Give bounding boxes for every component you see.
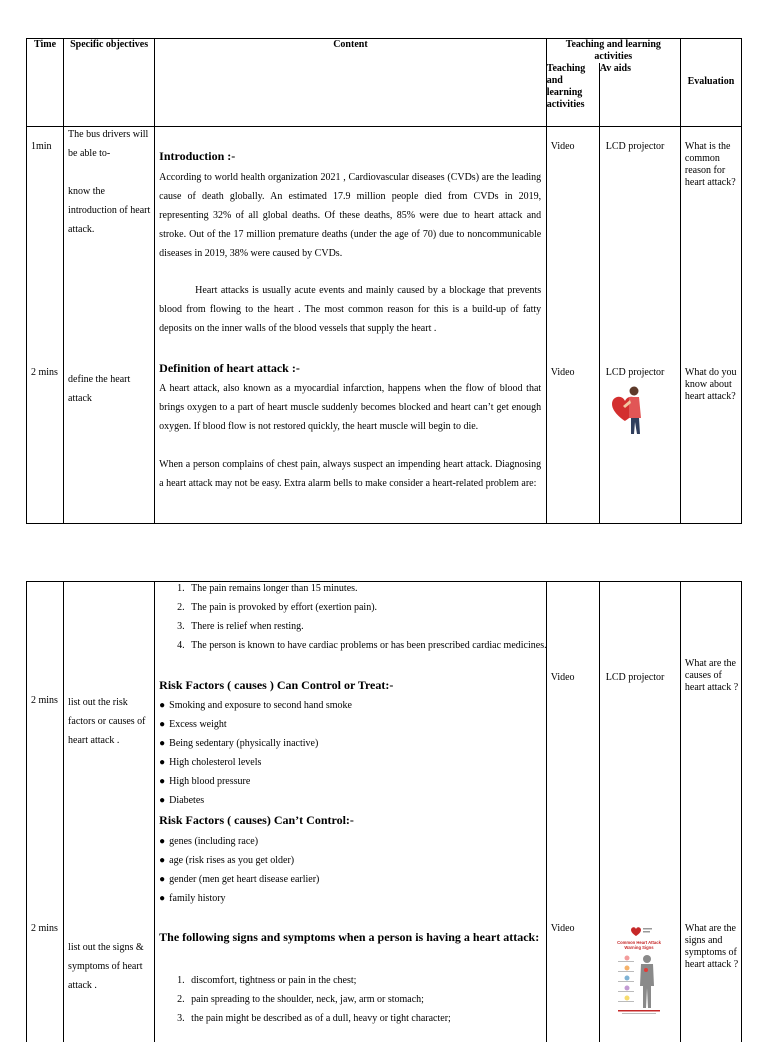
time-cell xyxy=(27,126,64,523)
header-content: Content xyxy=(155,39,547,127)
evaluation-intro: What is the common reason for heart attack? xyxy=(684,140,736,188)
alarm-list xyxy=(155,579,573,655)
av-aids-cell xyxy=(599,126,680,523)
list-item: ● High blood pressure xyxy=(159,776,251,787)
header-tla: Teaching and learning activities xyxy=(546,39,680,64)
alarm-item: 3. There is relief when resting. xyxy=(187,617,573,636)
time-cell-2 xyxy=(27,582,64,1042)
av-intro: LCD projector xyxy=(605,140,665,152)
av-definition: LCD projector xyxy=(605,366,665,378)
definition-heading: Definition of heart attack :- xyxy=(159,360,300,375)
warning-signs-poster xyxy=(608,922,670,1021)
intro-heading: Introduction :- xyxy=(159,148,236,163)
lesson-plan-table-2 xyxy=(26,581,742,1042)
sign-item: 1. discomfort, tightness or pain in the chest; xyxy=(187,971,573,990)
blockage-paragraph: Heart attacks is usually acute events and mainly caused by a blockage that prevents blood from flowing to the heart . The most common reason for this is a build-up of fatty deposits on the inner walls of the blood vessels that supply the heart . xyxy=(159,284,542,334)
objectives-cell xyxy=(64,126,155,523)
activity-cell-2 xyxy=(546,582,599,1042)
time-signs: 2 mins xyxy=(31,923,58,934)
lesson-plan-table-1 xyxy=(26,38,742,524)
objective-risk: list out the risk factors or causes of heart attack . xyxy=(68,697,146,746)
alarm-item: 2. The pain is provoked by effort (exertion pain). xyxy=(187,598,573,617)
objective-intro: The bus drivers will be able to- know the introduction of heart attack. xyxy=(68,128,151,235)
av-aids-cell-2 xyxy=(599,582,680,1042)
poster-title: Common Heart Attack xyxy=(616,940,661,945)
evaluation-cell xyxy=(680,126,741,523)
alarm-intro-paragraph: When a person complains of chest pain, always suspect an impending heart attack. Diagnosing a heart attack may not be easy. Extra alarm bells to make consider a heart-related problem are: xyxy=(159,458,542,489)
signs-list xyxy=(155,971,573,1028)
svg-text:Warning Signs: Warning Signs xyxy=(624,945,654,950)
list-item: ● Being sedentary (physically inactive) xyxy=(159,738,319,749)
risk-control-list xyxy=(159,696,541,810)
list-item: ● family history xyxy=(159,893,226,904)
objective-signs: list out the signs & symptoms of heart attack . xyxy=(68,942,144,991)
header-av-aids: Av aids xyxy=(599,63,680,126)
signs-heading: The following signs and symptoms when a person is having a heart attack: xyxy=(159,930,540,944)
list-item: ● High cholesterol levels xyxy=(159,757,262,768)
sign-item: 3. the pain might be described as of a dull, heavy or tight character; xyxy=(187,1009,573,1028)
list-item: ● Diabetes xyxy=(159,795,205,806)
activity-signs: Video xyxy=(550,923,575,934)
header-objectives: Specific objectives xyxy=(64,39,155,127)
content-cell-2 xyxy=(155,582,547,1042)
risk-nocontrol-heading: Risk Factors ( causes) Can’t Control:- xyxy=(159,813,354,827)
list-item: ● Excess weight xyxy=(159,719,227,730)
objective-definition: define the heart attack xyxy=(68,373,131,404)
list-item: ● genes (including race) xyxy=(159,836,259,847)
time-risk: 2 mins xyxy=(31,695,58,706)
time-intro: 1min xyxy=(31,140,52,152)
list-item: ● age (risk rises as you get older) xyxy=(159,855,295,866)
av-risk: LCD projector xyxy=(605,672,665,683)
evaluation-signs: What are the signs and symptoms of heart attack ? xyxy=(684,923,739,970)
heart-patient-icon xyxy=(608,382,648,436)
header-evaluation: Evaluation xyxy=(680,39,741,127)
warning-signs-poster-icon xyxy=(608,922,670,1018)
heart-patient-image xyxy=(608,382,648,439)
evaluation-cell-2 xyxy=(680,582,741,1042)
header-time: Time xyxy=(27,39,64,127)
sign-item: 2. pain spreading to the shoulder, neck, jaw, arm or stomach; xyxy=(187,990,573,1009)
objectives-cell-2 xyxy=(64,582,155,1042)
list-item: ● Smoking and exposure to second hand smoke xyxy=(159,700,352,711)
activity-cell xyxy=(546,126,599,523)
risk-control-heading: Risk Factors ( causes ) Can Control or Treat:- xyxy=(159,678,394,692)
alarm-item: 1. The pain remains longer than 15 minutes. xyxy=(187,579,573,598)
list-item: ● gender (men get heart disease earlier) xyxy=(159,874,320,885)
evaluation-definition: What do you know about heart attack? xyxy=(684,366,737,402)
intro-paragraph: According to world health organization 2021 , Cardiovascular diseases (CVDs) are the leading cause of death globally. An estimated 17.9 million people died from CVDs in 2019, representing 32% of all global deaths. Of these deaths, 85% were due to heart attack and stroke. Out of the 17 million premature deaths (under the age of 70) due to noncommunicable diseases in 2019, 38% were caused by CVDs. xyxy=(159,171,542,259)
activity-intro: Video xyxy=(550,140,575,152)
content-cell xyxy=(155,126,547,523)
activity-risk: Video xyxy=(550,672,575,683)
header-teaching-activities: Teaching and learning activities xyxy=(546,63,599,126)
definition-paragraph: A heart attack, also known as a myocardial infarction, happens when the flow of blood that brings oxygen to a part of heart muscle suddenly becomes blocked and heart can’t get enough oxygen. If blood flow is not restored quickly, the heart muscle will begin to die. xyxy=(159,382,542,432)
time-definition: 2 mins xyxy=(31,366,58,378)
risk-nocontrol-list xyxy=(159,832,541,908)
evaluation-risk: What are the causes of heart attack ? xyxy=(684,658,739,693)
alarm-item: 4. The person is known to have cardiac problems or has been prescribed cardiac medicines. xyxy=(187,636,573,655)
activity-definition: Video xyxy=(550,366,575,378)
